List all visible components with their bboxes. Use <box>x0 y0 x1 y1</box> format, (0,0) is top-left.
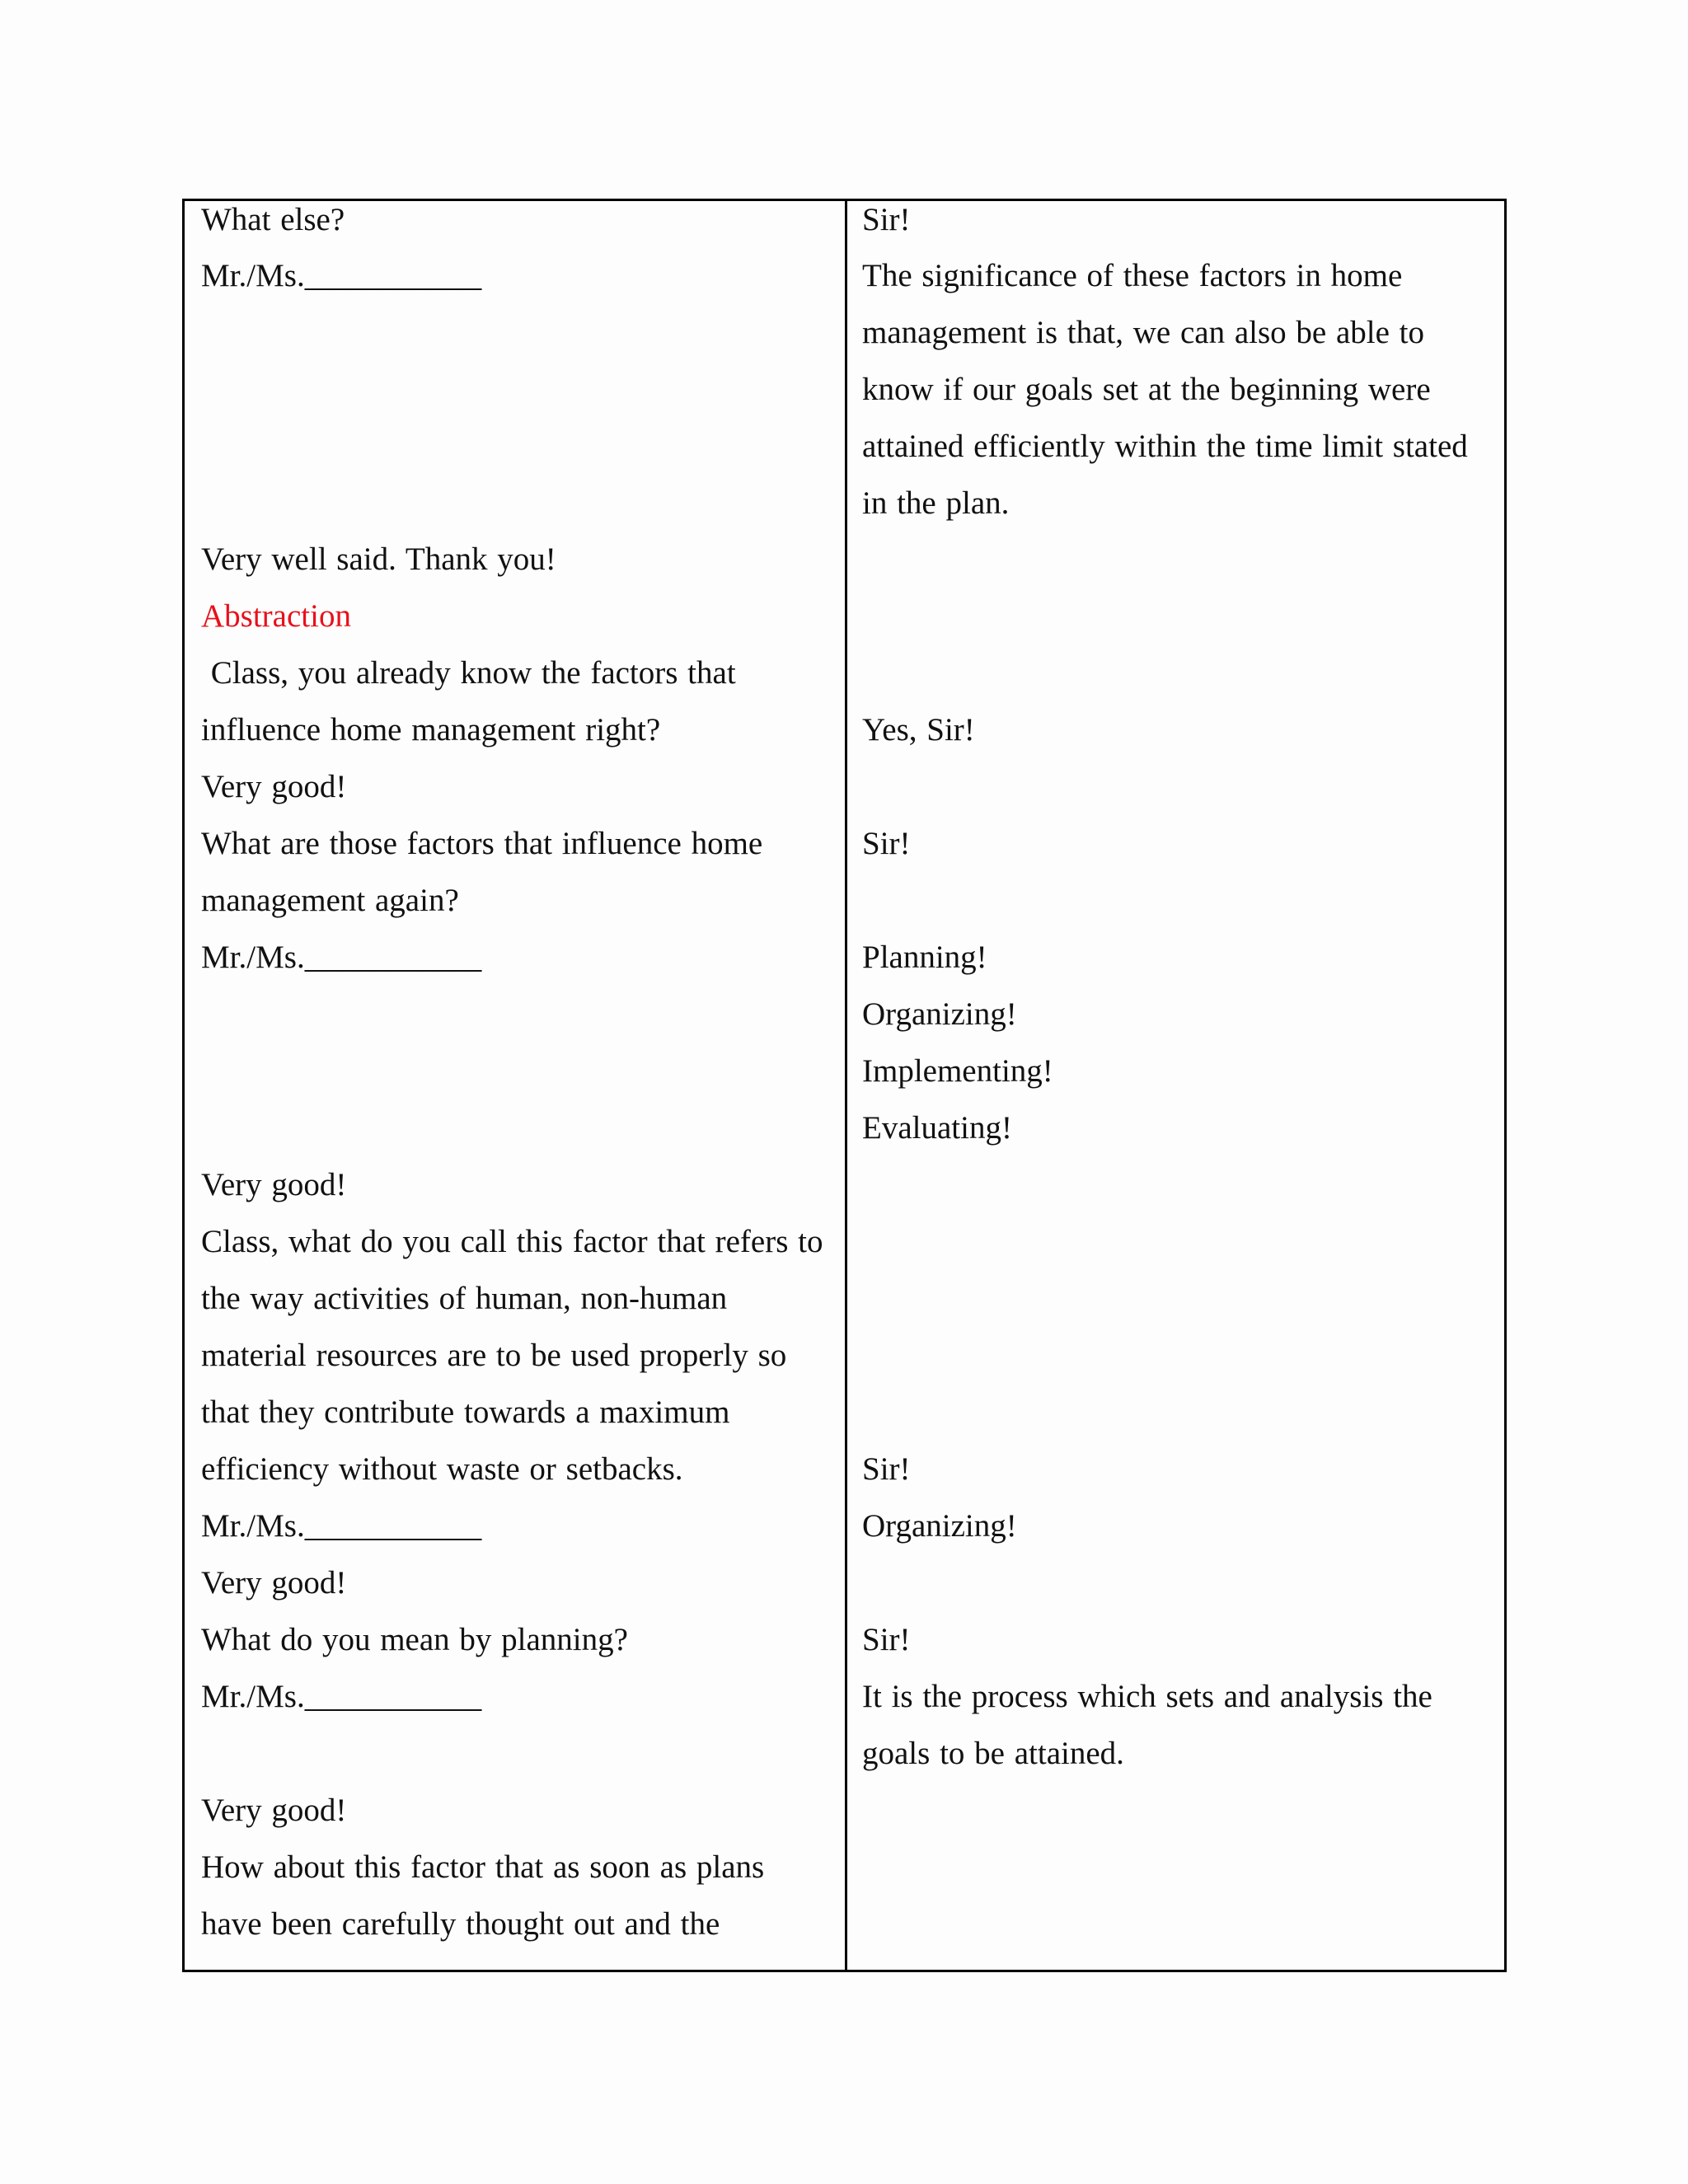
column-divider <box>845 201 847 1970</box>
teacher-line: What do you mean by planning? <box>201 1622 628 1657</box>
student-line: Yes, Sir! <box>862 712 975 748</box>
student-line: know if our goals set at the beginning were <box>862 372 1431 407</box>
teacher-line: Very good! <box>201 1565 347 1601</box>
student-line: management is that, we can also be able to <box>862 315 1425 350</box>
student-line: Implementing! <box>862 1053 1053 1089</box>
teacher-line: Mr./Ms.___________ <box>201 1679 482 1714</box>
abstraction-heading: Abstraction <box>201 598 351 634</box>
student-line: Planning! <box>862 940 987 975</box>
teacher-line: material resources are to be used properly so <box>201 1338 787 1373</box>
student-line: Evaluating! <box>862 1110 1012 1146</box>
student-line: Sir! <box>862 1622 911 1657</box>
student-line: attained efficiently within the time limit stated <box>862 429 1468 464</box>
teacher-line: Very well said. Thank you! <box>201 541 556 577</box>
teacher-line: How about this factor that as soon as plans <box>201 1849 765 1885</box>
teacher-line: the way activities of human, non-human <box>201 1281 728 1316</box>
student-line: in the plan. <box>862 485 1010 521</box>
teacher-line: that they contribute towards a maximum <box>201 1394 730 1430</box>
teacher-line: Very good! <box>201 1793 347 1828</box>
student-line: Organizing! <box>862 996 1017 1032</box>
teacher-line: have been carefully thought out and the <box>201 1906 720 1942</box>
teacher-line: Mr./Ms.___________ <box>201 258 482 293</box>
student-line: Organizing! <box>862 1508 1017 1544</box>
teacher-line: Very good! <box>201 769 347 804</box>
student-line: Sir! <box>862 1451 911 1487</box>
teacher-line: management again? <box>201 883 459 918</box>
teacher-line: Class, you already know the factors that <box>201 655 736 691</box>
student-line: The significance of these factors in home <box>862 258 1403 293</box>
student-line: Sir! <box>862 202 911 237</box>
teacher-line: Mr./Ms.___________ <box>201 940 482 975</box>
teacher-line: What else? <box>201 202 345 237</box>
teacher-line: What are those factors that influence home <box>201 826 763 861</box>
teacher-line: Very good! <box>201 1167 347 1202</box>
lesson-dialogue-table <box>182 199 1507 1972</box>
teacher-line: influence home management right? <box>201 712 661 748</box>
teacher-line: efficiency without waste or setbacks. <box>201 1451 683 1487</box>
student-line: goals to be attained. <box>862 1736 1124 1771</box>
teacher-line: Mr./Ms.___________ <box>201 1508 482 1544</box>
student-line: It is the process which sets and analysis the <box>862 1679 1432 1714</box>
teacher-line: Class, what do you call this factor that refers to <box>201 1224 823 1259</box>
student-line: Sir! <box>862 826 911 861</box>
